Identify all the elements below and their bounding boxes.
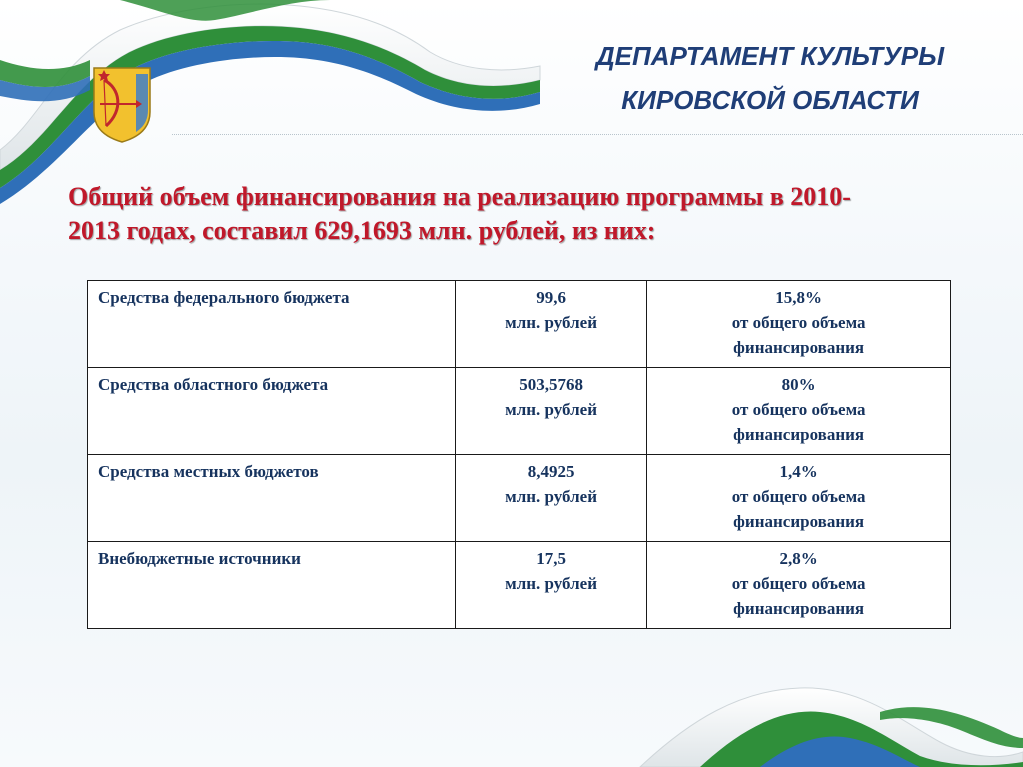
share-cell (647, 455, 951, 542)
funding-source-cell: Средства областного бюджета (88, 368, 456, 455)
share-text-line3: финансирования (733, 512, 865, 531)
bottom-ribbon (640, 688, 1023, 767)
share-text-line3: финансирования (733, 338, 865, 357)
funding-headline-line1: Общий объем финансирования на реализацию программы в 2010- (68, 182, 851, 211)
amount-cell (455, 455, 646, 542)
department-title-line1: ДЕПАРТАМЕНТ КУЛЬТУРЫ (595, 41, 945, 71)
share-text-line2: от общего объема (731, 574, 866, 593)
share-value: 80% (781, 375, 816, 394)
table-row (88, 281, 951, 368)
share-text-line2: от общего объема (731, 487, 866, 506)
amount-unit: млн. рублей (505, 574, 597, 593)
department-title-line2: КИРОВСКОЙ ОБЛАСТИ (621, 85, 919, 115)
share-value: 2,8% (779, 549, 818, 568)
share-value: 1,4% (779, 462, 818, 481)
table-row (88, 368, 951, 455)
funding-headline (68, 180, 948, 248)
share-cell (647, 368, 951, 455)
amount-value: 8,4925 (527, 462, 575, 481)
amount-value: 17,5 (536, 549, 566, 568)
share-value: 15,8% (775, 288, 823, 307)
department-title (560, 34, 980, 122)
funding-table (87, 280, 951, 629)
share-text-line2: от общего объема (731, 400, 866, 419)
amount-unit: млн. рублей (505, 400, 597, 419)
funding-source-cell: Средства местных бюджетов (88, 455, 456, 542)
amount-cell (455, 281, 646, 368)
share-text-line2: от общего объема (731, 313, 866, 332)
table-row (88, 542, 951, 629)
kirov-coat-of-arms-icon (90, 64, 154, 144)
funding-source-cell: Внебюджетные источники (88, 542, 456, 629)
amount-unit: млн. рублей (505, 487, 597, 506)
amount-value: 503,5768 (519, 375, 583, 394)
funding-source-cell: Средства федерального бюджета (88, 281, 456, 368)
share-cell (647, 281, 951, 368)
amount-unit: млн. рублей (505, 313, 597, 332)
share-text-line3: финансирования (733, 425, 865, 444)
amount-cell (455, 542, 646, 629)
top-ribbon (0, 0, 540, 204)
share-cell (647, 542, 951, 629)
amount-value: 99,6 (536, 288, 566, 307)
amount-cell (455, 368, 646, 455)
share-text-line3: финансирования (733, 599, 865, 618)
funding-headline-line2: 2013 годах, составил 629,1693 млн. рублей, из них: (68, 216, 656, 245)
header-divider (172, 134, 1023, 135)
table-row (88, 455, 951, 542)
